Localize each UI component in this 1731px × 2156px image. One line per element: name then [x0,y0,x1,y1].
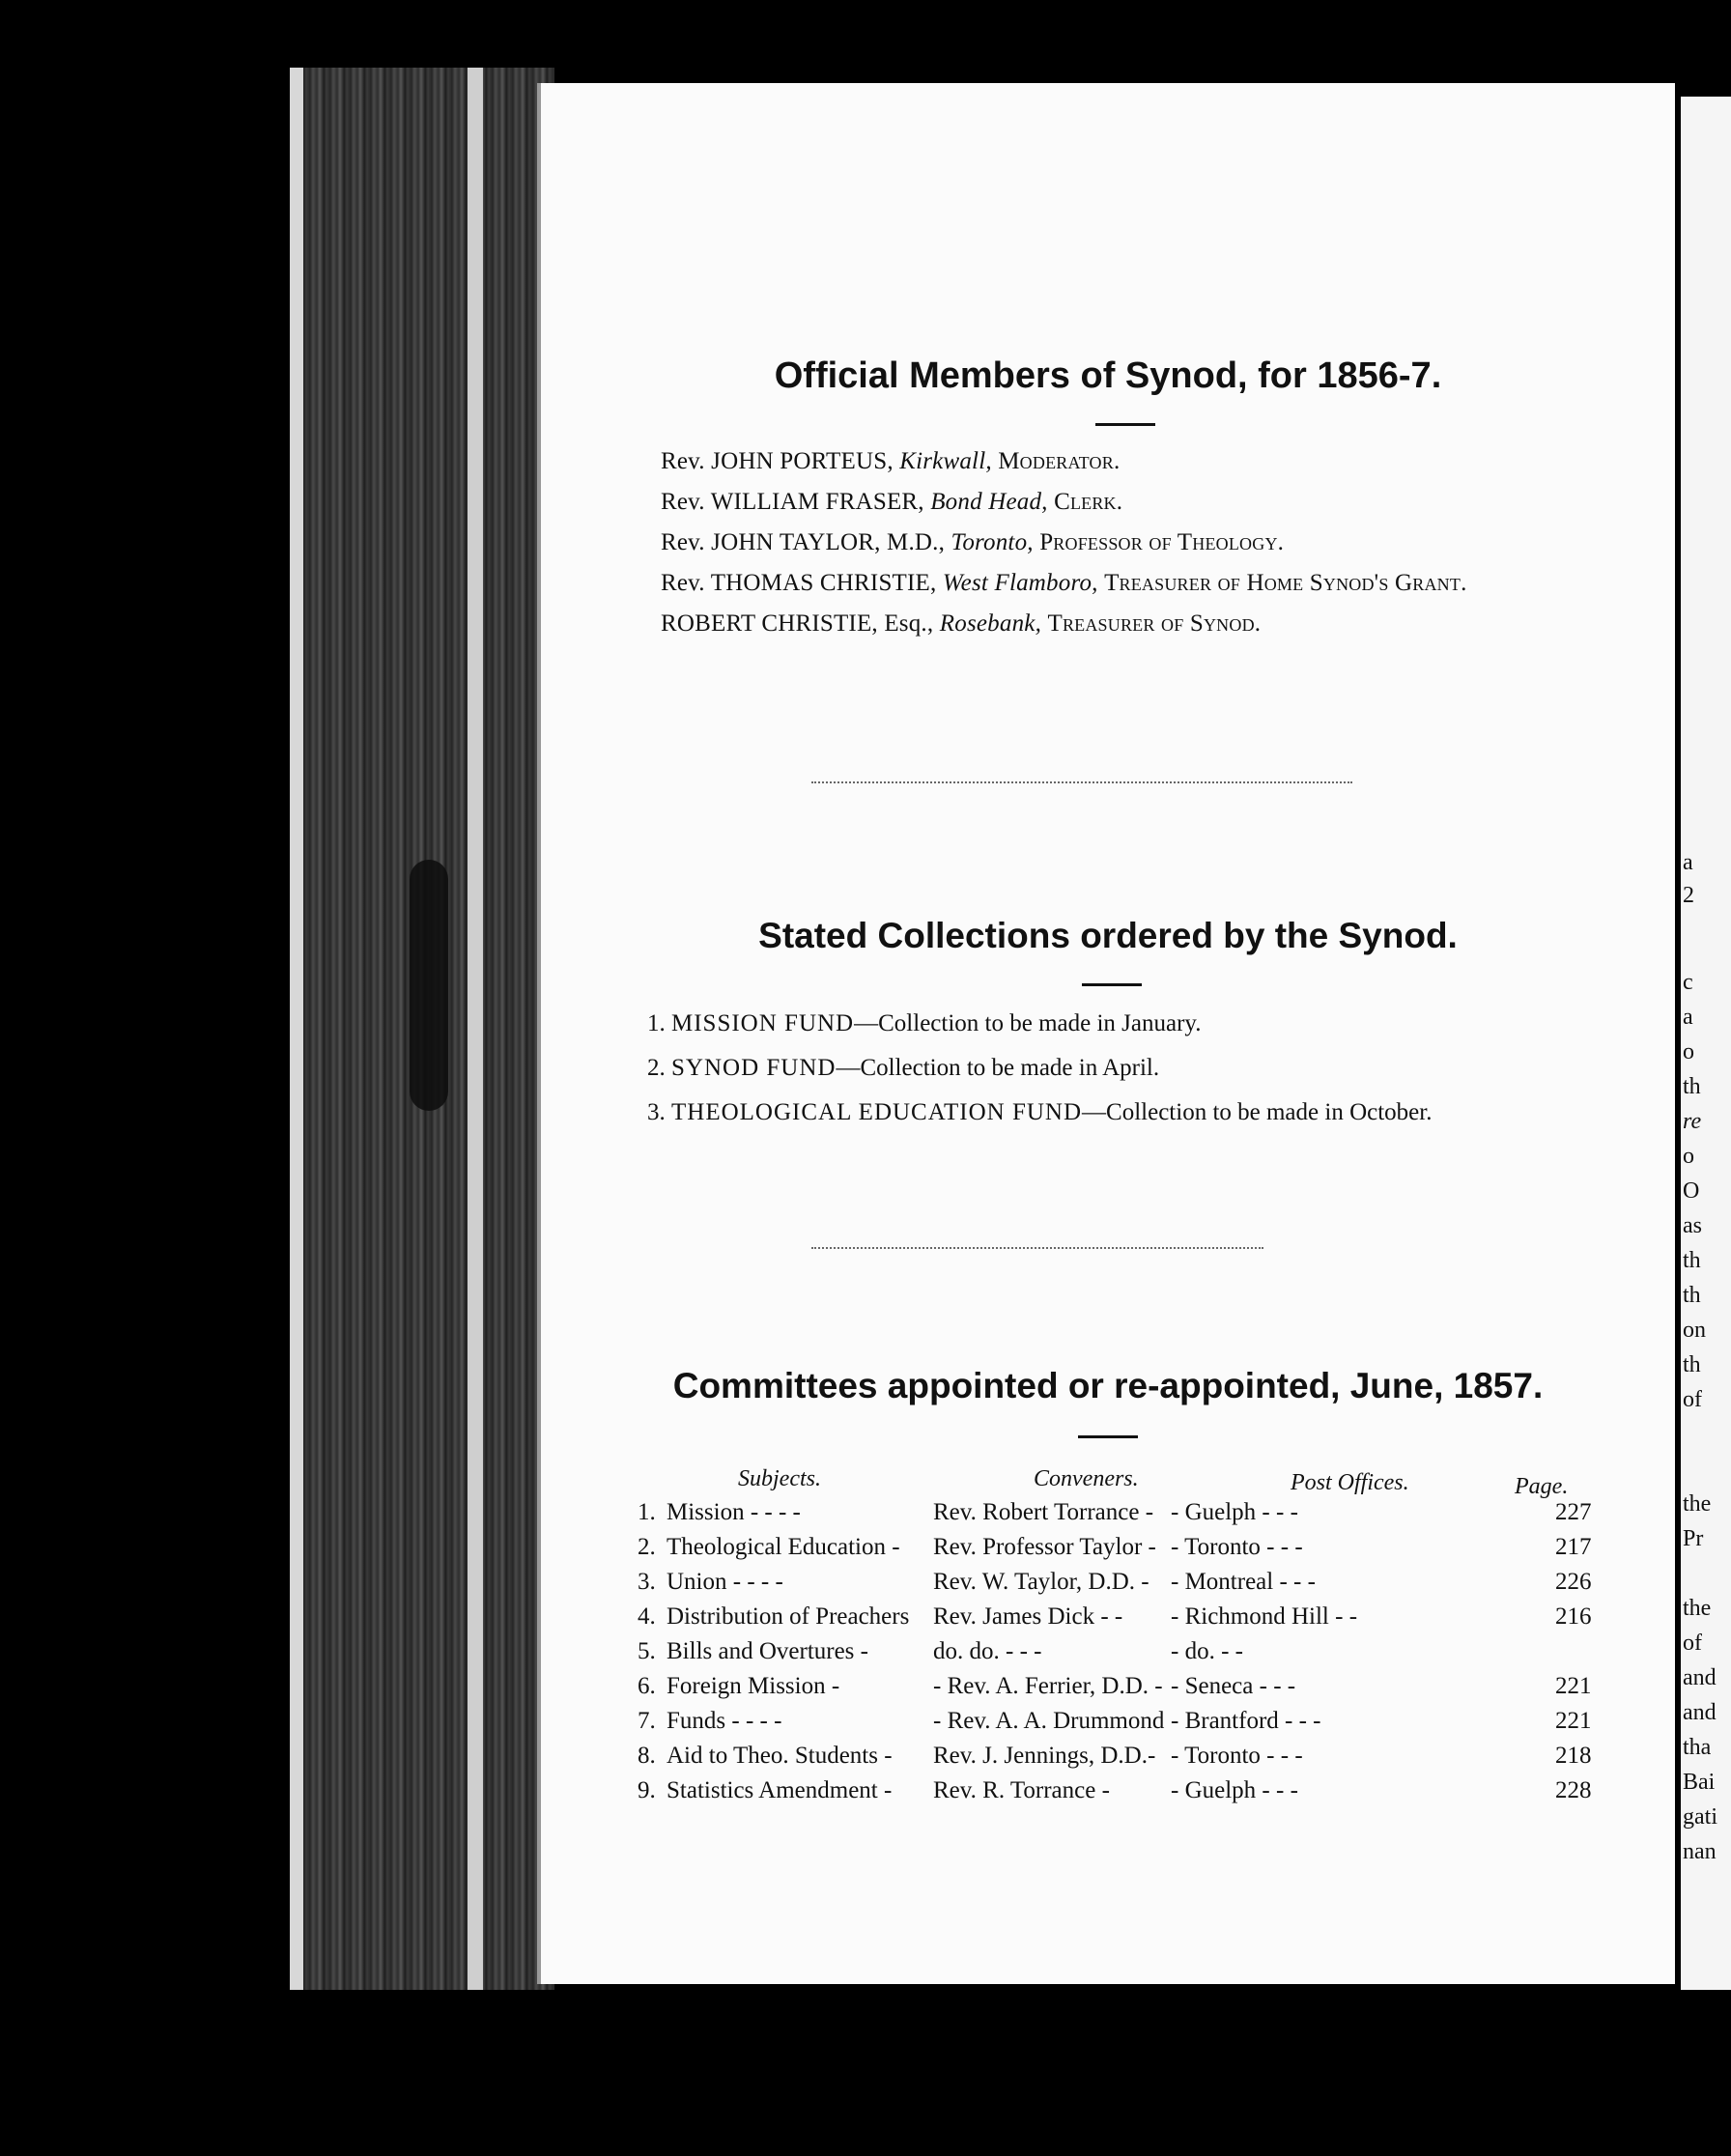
adjacent-text-fragment: gati [1683,1804,1717,1830]
adjacent-text-fragment: the [1683,1596,1712,1621]
member-line: Rev. JOHN PORTEUS, Kirkwall, Moderator. [661,448,1121,474]
adjacent-text-fragment: th [1683,1352,1701,1377]
adjacent-text-fragment: the [1683,1491,1712,1517]
column-header-post-offices: Post Offices. [1291,1470,1409,1495]
collections-title: Stated Collections ordered by the Synod. [758,916,1458,955]
adjacent-text-fragment: a [1683,850,1693,875]
column-header-conveners: Conveners. [1034,1466,1139,1491]
table-row: 5. Bills and Overtures - do. do. - - - - do. - - [638,1638,1243,1664]
section-divider [811,781,1352,783]
adjacent-text-fragment: on [1683,1318,1706,1343]
committees-title: Committees appointed or re-appointed, June, 1857. [672,1366,1544,1405]
adjacent-text-fragment: o [1683,1144,1694,1169]
adjacent-text-fragment: and [1683,1700,1717,1725]
adjacent-text-fragment: o [1683,1039,1694,1064]
table-row: 3. Union - - - - Rev. W. Taylor, D.D. - - Montreal - - - 226 [638,1569,1592,1595]
official-members-title: Official Members of Synod, for 1856-7. [774,355,1442,396]
adjacent-text-fragment: th [1683,1248,1701,1273]
member-line: ROBERT CHRISTIE, Esq., Rosebank, Treasurer of Synod. [661,610,1262,637]
book-page [537,83,1675,1984]
member-line: Rev. JOHN TAYLOR, M.D., Toronto, Professor of Theology. [661,529,1285,555]
page-edge-strip [468,68,483,1990]
adjacent-text-fragment: c [1683,970,1693,995]
column-header-page: Page. [1515,1474,1569,1499]
adjacent-text-fragment: tha [1683,1735,1712,1760]
title-rule [1078,1435,1138,1438]
adjacent-text-fragment: of [1683,1631,1702,1656]
adjacent-page-fragment [1681,97,1731,1990]
adjacent-text-fragment: as [1683,1213,1702,1238]
adjacent-text-fragment: Bai [1683,1770,1716,1795]
adjacent-text-fragment: th [1683,1074,1701,1099]
table-row: 1. Mission - - - - Rev. Robert Torrance - - Guelph - - - 227 [638,1499,1592,1525]
title-rule [1082,983,1142,986]
member-line: Rev. WILLIAM FRASER, Bond Head, Clerk. [661,489,1123,515]
table-row: 9. Statistics Amendment - Rev. R. Torrance - - Guelph - - - 228 [638,1777,1592,1803]
adjacent-text-fragment: O [1683,1178,1700,1204]
adjacent-text-fragment: th [1683,1283,1701,1308]
section-divider [811,1247,1263,1249]
title-rule [1095,423,1155,426]
table-row: 7. Funds - - - - - Rev. A. A. Drummond - Brantford - - - 221 [638,1708,1592,1734]
collection-item: 2. SYNOD FUND—Collection to be made in April. [647,1055,1160,1081]
column-header-subjects: Subjects. [738,1466,821,1491]
table-row: 8. Aid to Theo. Students - Rev. J. Jennings, D.D.- - Toronto - - - 218 [638,1743,1592,1769]
book-page-edges [290,68,554,1990]
table-row: 6. Foreign Mission - - Rev. A. Ferrier, D.D. - - Seneca - - - 221 [638,1673,1592,1699]
collection-item: 3. THEOLOGICAL EDUCATION FUND—Collection to be made in October. [647,1099,1433,1125]
table-row: 2. Theological Education - Rev. Professor Taylor - - Toronto - - - 217 [638,1534,1592,1560]
adjacent-text-fragment: 2 [1683,883,1694,908]
adjacent-text-fragment: of [1683,1387,1702,1412]
adjacent-text-fragment: Pr [1683,1526,1704,1551]
collection-item: 1. MISSION FUND—Collection to be made in January. [647,1010,1202,1036]
adjacent-text-fragment: and [1683,1665,1717,1690]
adjacent-text-fragment: a [1683,1005,1693,1030]
adjacent-text-fragment: nan [1683,1839,1717,1864]
adjacent-text-fragment: re [1683,1109,1702,1134]
table-row: 4. Distribution of Preachers Rev. James Dick - - - Richmond Hill - - 216 [638,1603,1592,1630]
page-edge-stain [410,860,448,1111]
member-line: Rev. THOMAS CHRISTIE, West Flamboro, Treasurer of Home Synod's Grant. [661,570,1467,596]
